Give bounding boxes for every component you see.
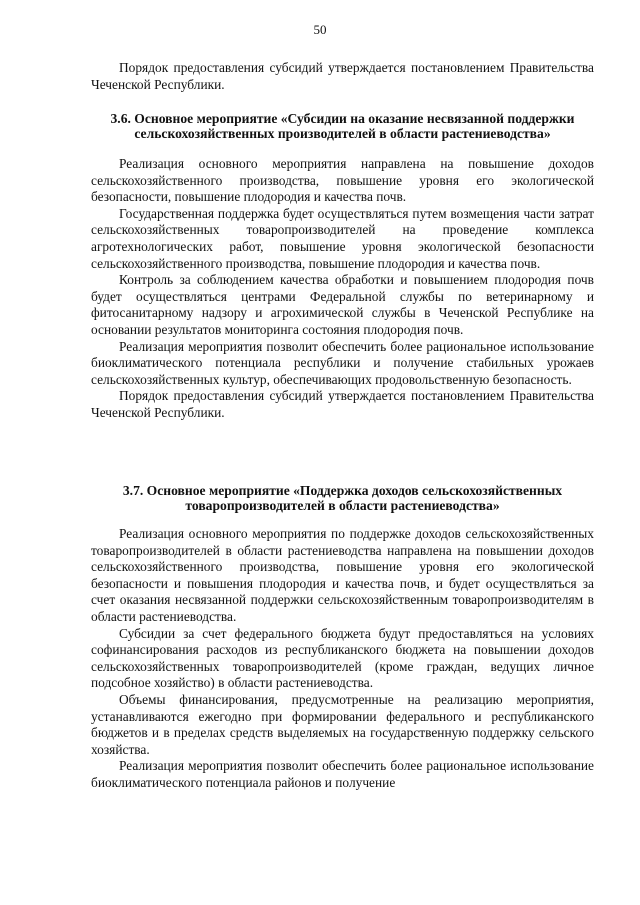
section-3-6-heading-block [91, 112, 594, 141]
paragraph: Порядок предоставления субсидий утверждается постановлением Правительства Чеченской Республики. [91, 60, 594, 92]
paragraph: Государственная поддержка будет осуществляться путем возмещения части затрат сельскохозяйственных товаропроизводителей на проведение комплекса агротехнологических работ, повышение уровня экологической безопасности сельскохозяйственного производства, повышение плодородия и качества почв. [91, 205, 594, 271]
section-3-7-heading-block [91, 484, 594, 513]
paragraph: Реализация основного мероприятия направлена на повышение доходов сельскохозяйственного производства, повышение уровня его экологической безопасности, повышение плодородия и качества почв. [91, 156, 594, 205]
paragraph: Контроль за соблюдением качества обработки и повышением плодородия почв будет осуществляться центрами Федеральной службы по ветеринарному и фитосанитарному надзору и агрохимической службы в Чеченской Республике на основании результатов мониторинга состояния плодородия почв. [91, 272, 594, 337]
paragraph: Реализация основного мероприятия по поддержке доходов сельскохозяйственных товаропроизводителей в области растениеводства направлена на повышении доходов сельскохозяйственного производства, повышение уровня его экологической безопасности и повышения плодородия и качества почв, и будет осуществляться за счет оказания несвязанной поддержки сельскохозяйственным товаропроизводителям в области растениеводства. [91, 526, 594, 624]
section-heading: 3.6. Основное мероприятие «Субсидии на оказание несвязанной поддержки сельскохозяйственных производителей в области растениеводства» [110, 111, 575, 141]
paragraph: Порядок предоставления субсидий утверждается постановлением Правительства Чеченской Республики. [91, 388, 594, 420]
paragraph: Субсидии за счет федерального бюджета будут предоставляться на условиях софинансирования расходов из республиканского бюджета на повышении доходов сельскохозяйственных товаропроизводителей (кроме граждан, ведущих личное подсобное хозяйство) в области растениеводства. [91, 625, 594, 691]
section-3-7-body [91, 526, 594, 792]
section-3-6-body [91, 156, 594, 422]
page-number: 50 [313, 22, 327, 37]
intro-block [91, 60, 594, 93]
paragraph: Реализация мероприятия позволит обеспечить более рациональное использование биоклиматического потенциала республики и получение стабильных урожаев сельскохозяйственных культур, обеспечивающих продовольственную безопасность. [91, 338, 594, 387]
paragraph: Реализация мероприятия позволит обеспечить более рациональное использование биоклиматического потенциала районов и получение [91, 758, 594, 790]
section-heading: 3.7. Основное мероприятие «Поддержка доходов сельскохозяйственных товаропроизводителей в области растениеводства» [122, 483, 563, 513]
paragraph: Объемы финансирования, предусмотренные на реализацию мероприятия, устанавливаются ежегодно при формировании федерального и республиканского бюджетов и в пределах средств выделяемых на государственную поддержку сельского хозяйства. [91, 691, 594, 757]
